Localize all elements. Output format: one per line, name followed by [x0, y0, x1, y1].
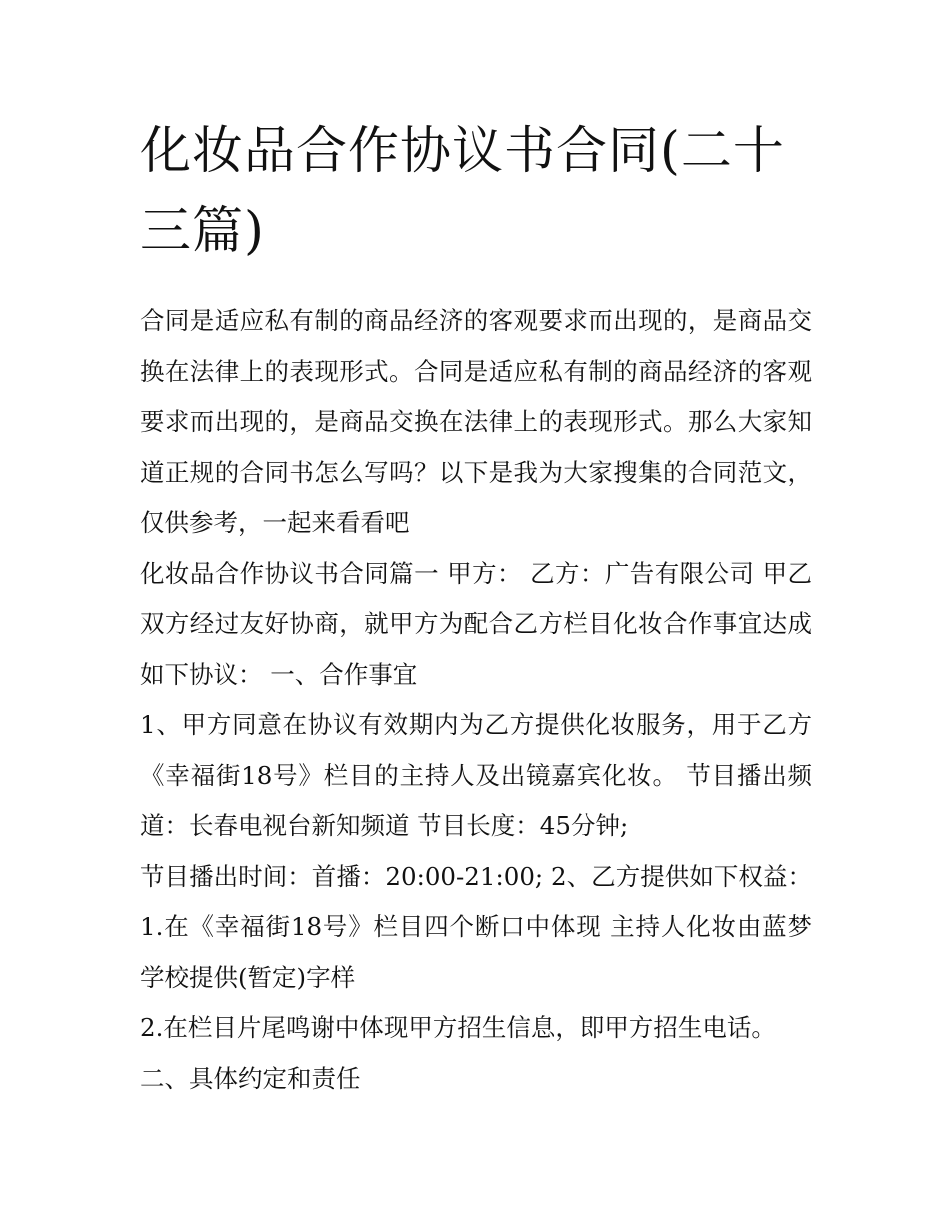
intro-paragraph: 合同是适应私有制的商品经济的客观要求而出现的，是商品交换在法律上的表现形式。合同是适应私有制的商品经济的客观要求而出现的，是商品交换在法律上的表现形式。那么大家知道正规的合同书怎么写吗？以下是我为大家搜集的合同范文，仅供参考，一起来看看吧 — [140, 306, 812, 537]
clause-2-paragraph: 2.在栏目片尾鸣谢中体现甲方招生信息，即甲方招生电话。 — [140, 1013, 776, 1042]
document-title: 化妆品合作协议书合同(二十三篇) — [140, 122, 785, 261]
document-body — [140, 296, 812, 1104]
broadcast-time-paragraph: 节目播出时间：首播：20:00-21:00; 2、乙方提供如下权益： 1.在《幸福街18号》栏目四个断口中体现 主持人化妆由蓝梦学校提供(暂定)字样 — [140, 861, 812, 992]
section-2-heading: 二、具体约定和责任 — [140, 1063, 361, 1093]
clause-1-paragraph: 1、甲方同意在协议有效期内为乙方提供化妆服务，用于乙方《幸福街18号》栏目的主持人及出镜嘉宾化妆。 节目播出频道：长春电视台新知频道 节目长度：45分钟; — [140, 710, 812, 840]
document-page — [140, 0, 812, 1104]
parties-paragraph: 化妆品合作协议书合同篇一 甲方： 乙方：广告有限公司 甲乙双方经过友好协商，就甲方为配合乙方栏目化妆合作事宜达成如下协议： 一、合作事宜 — [140, 558, 812, 689]
